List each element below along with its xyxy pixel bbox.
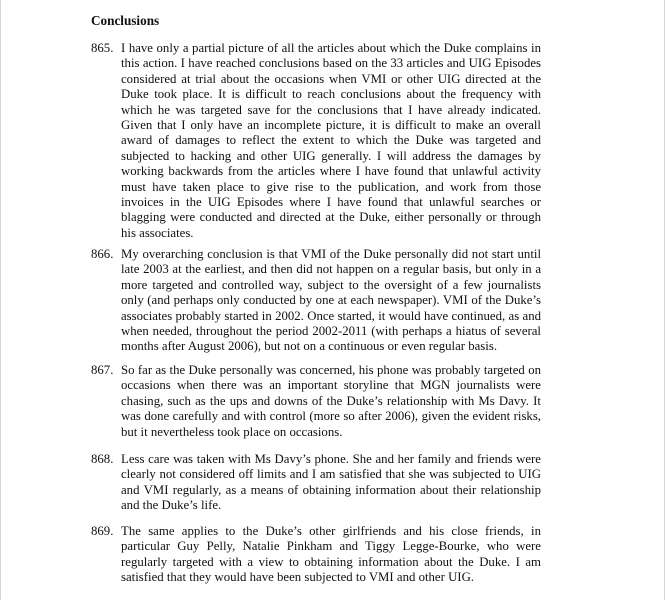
paragraph-text: My overarching conclusion is that VMI of the Duke personally did not start until late 2003 at the earliest, and then did not happen on a regular basis, but only in a more targeted and controlled way, subject to the oversight of a few journalists only (and perhaps only conducted by one at each newspaper). VMI of the Duke’s associates probably started in 2002. Once started, it would have continued, as and when needed, throughout the period 2002-2011 (with perhaps a hiatus of several months after August 2006), but not on a continuous or even regular basis. <box>121 247 541 354</box>
paragraph-number: 868. <box>91 452 114 466</box>
paragraph-868 <box>91 452 541 514</box>
paragraph-869 <box>91 524 541 586</box>
paragraph-text: The same applies to the Duke’s other girlfriends and his close friends, in particular Guy Pelly, Natalie Pinkham and Tiggy Legge-Bourke, who were regularly targeted with a view to obtaining information about the Duke. I am satisfied that they would have been subjected to VMI and other UIG. <box>121 524 541 585</box>
paragraph-number: 865. <box>91 41 114 55</box>
paragraph-text: I have only a partial picture of all the articles about which the Duke complains in this action. I have reached conclusions based on the 33 articles and UIG Episodes considered at trial about the occasions when VMI or other UIG directed at the Duke took place. It is difficult to reach conclusions about the frequency with which he was targeted save for the conclusions that I have already indicated. Given that I only have an incomplete picture, it is difficult to make an overall award of damages to reflect the extent to which the Duke was targeted and subjected to hacking and other UIG generally. I will address the damages by working backwards from the articles where I have found that unlawful activity must have taken place to give rise to the publication, and work from those invoices in the UIG Episodes where I have found that unlawful searches or blagging were conducted and directed at the Duke, either personally or through his associates. <box>121 41 541 240</box>
paragraph-text: So far as the Duke personally was concerned, his phone was probably targeted on occasions when there was an important storyline that MGN journalists were chasing, such as the ups and downs of the Duke’s relationship with Ms Davy. It was done carefully and with control (more so after 2006), given the evident risks, but it nevertheless took place on occasions. <box>121 363 541 439</box>
paragraph-text: Less care was taken with Ms Davy’s phone. She and her family and friends were clearly not considered off limits and I am satisfied that she was subjected to UIG and VMI regularly, as a means of obtaining information about their relationship and the Duke’s life. <box>121 452 541 513</box>
paragraph-866 <box>91 247 541 355</box>
paragraph-867 <box>91 363 541 440</box>
paragraph-number: 867. <box>91 363 114 377</box>
paragraph-number: 869. <box>91 524 114 538</box>
paragraph-number: 866. <box>91 247 114 261</box>
section-heading: Conclusions <box>91 13 160 28</box>
paragraph-865 <box>91 41 541 241</box>
